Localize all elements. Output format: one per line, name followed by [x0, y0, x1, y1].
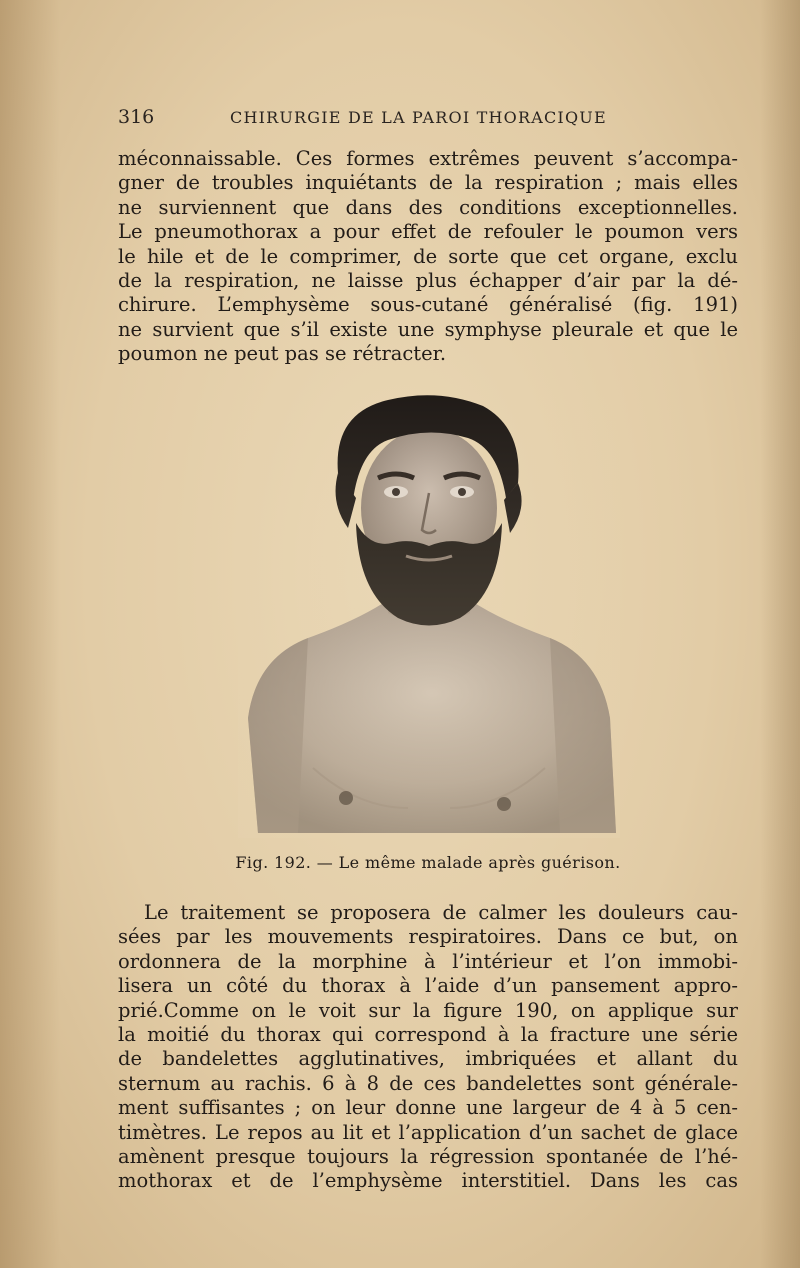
text-line: poumon ne peut pas se rétracter. [118, 342, 447, 366]
text-line: Le traitement se proposera de calmer les douleurs cau- [144, 901, 738, 924]
text-line: chirure. L’emphysème sous-cutané généralisé (fig. 191) [118, 293, 738, 317]
text-line: gner de troubles inquiétants de la respiration ; mais elles [118, 171, 738, 195]
text-line: lisera un côté du thorax à l’aide d’un pansement appro- [118, 974, 738, 998]
text-line: ordonnera de la morphine à l’intérieur et l’on immobi- [118, 949, 738, 973]
text-line: ne survient que s’il existe une symphyse pleurale et que le [118, 317, 738, 341]
text-line: de bandelettes agglutinatives, imbriquées et allant du [118, 1047, 738, 1071]
page-number: 316 [118, 106, 155, 128]
page-header [118, 106, 738, 136]
running-head: CHIRURGIE DE LA PAROI THORACIQUE [230, 108, 607, 127]
paragraph-2 [118, 901, 738, 1194]
text-line: timètres. Le repos au lit et l’application d’un sachet de glace [118, 1120, 738, 1144]
text-line: sées par les mouvements respiratoires. Dans ce but, on [118, 925, 738, 949]
text-line: ne surviennent que dans des conditions exceptionnelles. [118, 195, 738, 219]
text-line: méconnaissable. Ces formes extrêmes peuvent s’accompa- [118, 147, 738, 170]
paragraph-1 [118, 147, 738, 367]
figure-caption: Fig. 192. — Le même malade après guérison. [235, 853, 621, 872]
text-line: ment suffisantes ; on leur donne une largeur de 4 à 5 cen- [118, 1096, 738, 1120]
figure-photograph-patient [238, 388, 620, 838]
text-line: amènent presque toujours la régression spontanée de l’hé- [118, 1145, 738, 1169]
text-line: sternum au rachis. 6 à 8 de ces bandelettes sont générale- [118, 1071, 738, 1095]
text-line: de la respiration, ne laisse plus échapper d’air par la dé- [118, 269, 738, 293]
text-line: prié.Comme on le voit sur la figure 190, on applique sur [118, 998, 738, 1022]
text-line: la moitié du thorax qui correspond à la fracture une série [118, 1023, 738, 1047]
text-line: mothorax et de l’emphysème interstitiel. Dans les cas [118, 1169, 738, 1193]
text-line: Le pneumothorax a pour effet de refouler le poumon vers [118, 220, 738, 244]
text-line: le hile et de le comprimer, de sorte que cet organe, exclu [118, 244, 738, 268]
